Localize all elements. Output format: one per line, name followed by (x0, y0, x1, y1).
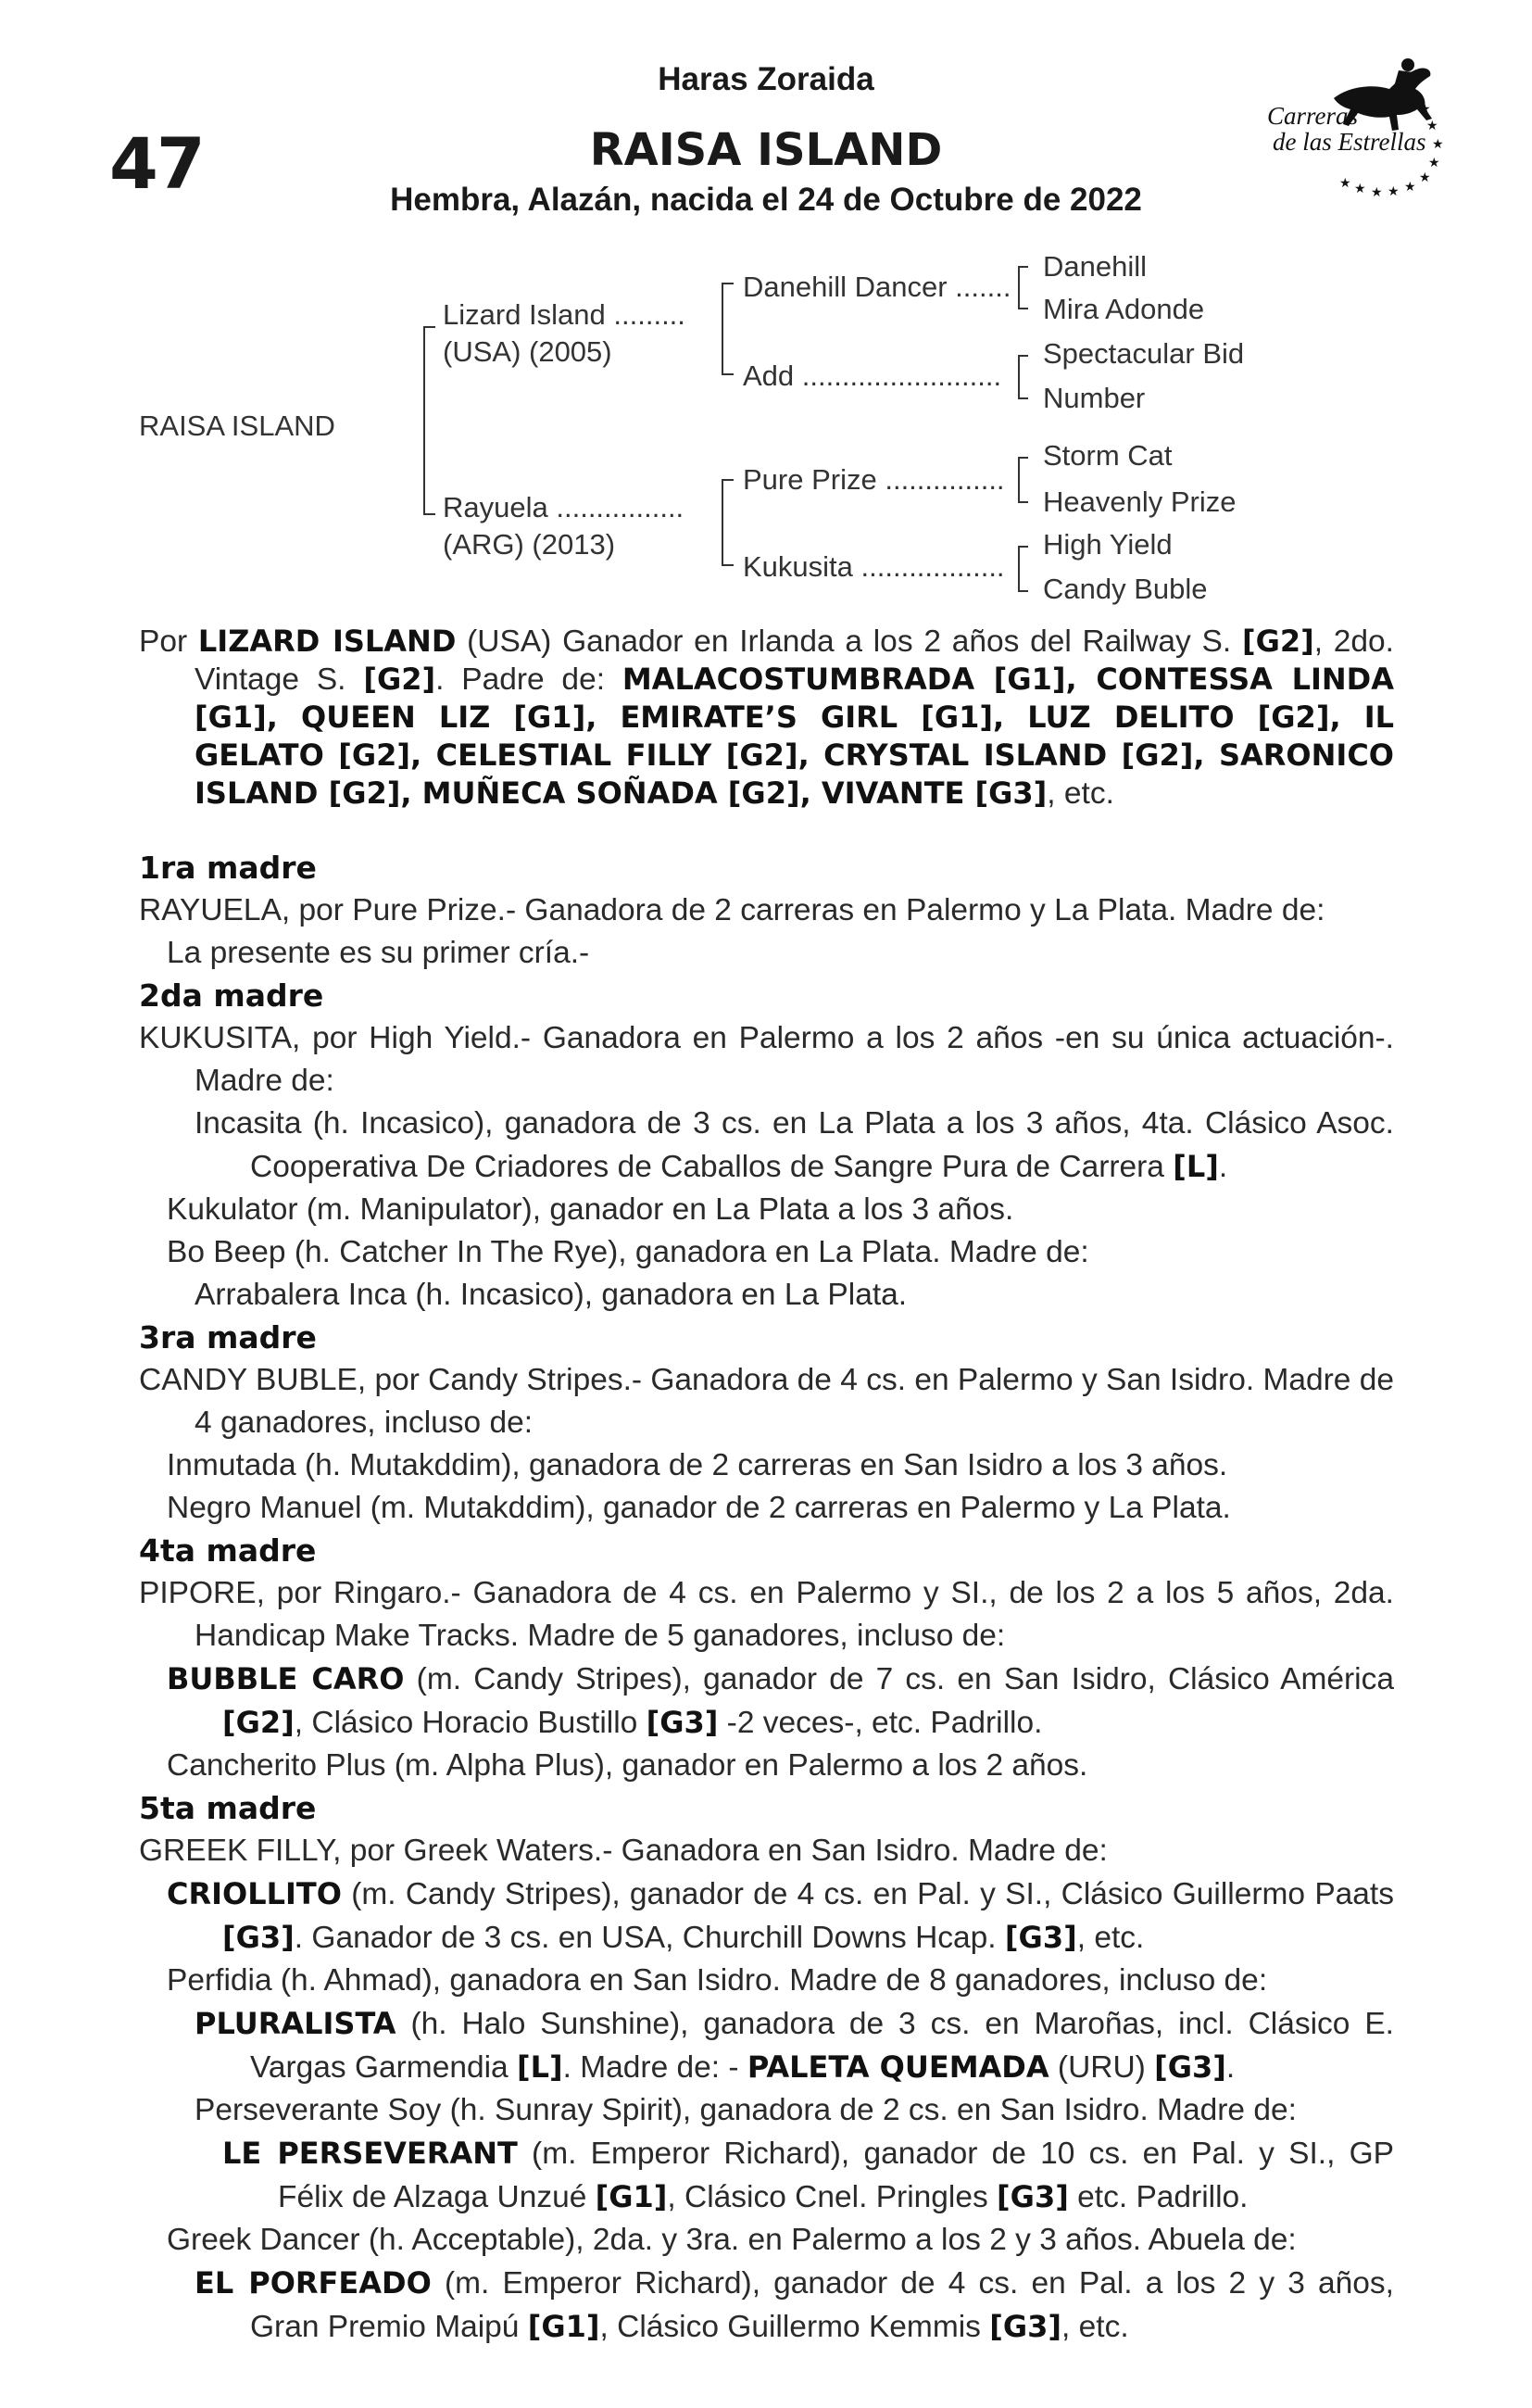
logo-line2: de las Estrellas (1273, 128, 1426, 156)
dam-produce (139, 2002, 1394, 2089)
sire-text: , 2do. Vintage S. (195, 624, 1394, 697)
produce-text: (m. Emperor Richard), ganador de 4 cs. en Pal. a los 2 y 3 años, Gran Premio Maipú (250, 2266, 1394, 2344)
dam-produce: Bo Beep (h. Catcher In The Rye), ganadora en La Plata. Madre de: (167, 1235, 1089, 1269)
produce-text: , etc. (1076, 1921, 1145, 1955)
dam-line: CANDY BUBLE, por Candy Stripes.- Ganadora de 4 cs. en Palermo y San Isidro. Madre de 4 ganadores, incluso de: (139, 1363, 1394, 1440)
pedigree-dam-dam: Kukusita .................. (743, 550, 1005, 583)
svg-text:★: ★ (1419, 102, 1431, 117)
grade-badge: [G1] (527, 2309, 600, 2344)
stakes-horse-name: EL PORFEADO (195, 2265, 432, 2301)
pedigree-subject: RAISA ISLAND (139, 410, 335, 442)
dam-produce: La presente es su primer cría.- (167, 936, 590, 970)
stakes-horse-name: PLURALISTA (195, 2006, 396, 2041)
dam-heading: 1ra madre (139, 850, 317, 886)
pedigree-sire-sire: Danehill Dancer ....... (743, 271, 1011, 303)
grade-badge: [G3] (222, 1920, 295, 1955)
sire-paragraph (139, 623, 1394, 813)
svg-text:★: ★ (1354, 182, 1366, 196)
pedigree-ggp: Heavenly Prize (1043, 485, 1237, 518)
dam-produce (139, 1872, 1394, 1960)
pedigree-sire-name: Lizard Island (443, 298, 606, 331)
pedigree-ggp: Mira Adonde (1043, 293, 1205, 325)
dam-line: GREEK FILLY, por Greek Waters.- Ganadora en San Isidro. Madre de: (139, 1834, 1108, 1868)
grade-badge: [G1] (595, 2179, 668, 2214)
dam-produce: Kukulator (m. Manipulator), ganador en La Plata a los 3 años. (167, 1192, 1014, 1227)
pedigree-dam-name: Rayuela (443, 491, 548, 523)
grade-badge: [L] (1173, 1149, 1219, 1184)
horse-description: Hembra, Alazán, nacida el 24 de Octubre de 2022 (390, 182, 1142, 218)
dam-produce (139, 1658, 1394, 1745)
produce-text: . (1225, 2050, 1236, 2085)
dam-produce (139, 2262, 1394, 2349)
produce-text: . (1218, 1150, 1228, 1184)
produce-text: (h. Halo Sunshine), ganadora de 3 cs. en Maroñas, incl. Clásico E. Vargas Garmendia (250, 2007, 1394, 2085)
produce-text: (m. Emperor Richard), ganador de 10 cs. en Pal. y SI., GP Félix de Alzaga Unzué (278, 2137, 1395, 2214)
family-section (139, 847, 1394, 2349)
grade-badge: [G3] (646, 1705, 719, 1740)
produce-text: , etc. (1061, 2310, 1129, 2344)
svg-text:★: ★ (1428, 156, 1440, 170)
lot-number: 47 (109, 122, 204, 205)
sire-text: (USA) Ganador en Irlanda a los 2 años del Railway S. (456, 624, 1242, 659)
svg-text:★: ★ (1404, 180, 1416, 195)
svg-text:★: ★ (1371, 185, 1383, 200)
pedigree-chart (0, 0, 1532, 611)
produce-text: . Madre de: - (562, 2050, 747, 2085)
pedigree-ggp: Spectacular Bid (1043, 337, 1245, 370)
produce-text: . Ganador de 3 cs. en USA, Churchill Downs Hcap. (294, 1921, 1005, 1955)
pedigree-lines (0, 0, 1532, 611)
pedigree-sire-dam: Add ......................... (743, 359, 1002, 392)
produce-text: (m. Candy Stripes), ganador de 4 cs. en Pal. y SI., Clásico Guillermo Paats (341, 1877, 1394, 1911)
pedigree-dam-sire: Pure Prize ............... (743, 463, 1005, 496)
dam-produce: Inmutada (h. Mutakddim), ganadora de 2 carreras en San Isidro a los 3 años. (167, 1448, 1228, 1482)
pedigree-ggp: High Yield (1043, 528, 1173, 561)
pedigree-dam-origin: (ARG) (2013) (443, 528, 616, 561)
pedigree-dam: Rayuela ................ (443, 491, 684, 523)
dam-produce: Cancherito Plus (m. Alpha Plus), ganador en Palermo a los 2 años. (167, 1748, 1088, 1783)
stakes-horse-name: BUBBLE CARO (167, 1661, 405, 1696)
dam-produce: Greek Dancer (h. Acceptable), 2da. y 3ra. en Palermo a los 2 y 3 años. Abuela de: (167, 2223, 1297, 2257)
dam-heading: 5ta madre (139, 1790, 317, 1826)
dam-heading: 2da madre (139, 977, 324, 1014)
produce-text: , Clásico Guillermo Kemmis (599, 2310, 990, 2344)
breeder-name: Haras Zoraida (658, 61, 874, 97)
sire-name: LIZARD ISLAND (197, 624, 457, 659)
produce-text: (m. Candy Stripes), ganador de 7 cs. en San Isidro, Clásico América (404, 1662, 1394, 1696)
grade-badge: [L] (517, 2049, 563, 2085)
sire-text: , etc. (1047, 776, 1114, 811)
pedigree-dam-sire-name: Pure Prize (743, 463, 877, 496)
svg-text:★: ★ (1426, 119, 1438, 133)
dam-produce: Perfidia (h. Ahmad), ganadora en San Isidro. Madre de 8 ganadores, incluso de: (167, 1963, 1268, 1998)
produce-text: , Clásico Horacio Bustillo (294, 1706, 647, 1740)
sire-text: Por (139, 624, 198, 659)
grade-badge: [G3] (997, 2179, 1069, 2214)
sire-text: . Padre de: (435, 662, 622, 697)
pedigree-ggp: Danehill (1043, 250, 1148, 283)
grade-badge: [G2] (222, 1705, 295, 1740)
svg-text:★: ★ (1339, 176, 1351, 191)
pedigree-sire-sire-name: Danehill Dancer (743, 271, 948, 303)
grade-badge: [G3] (1004, 1920, 1077, 1955)
svg-text:★: ★ (1419, 170, 1431, 185)
pedigree-dam-dam-name: Kukusita (743, 550, 853, 583)
svg-text:★: ★ (1432, 137, 1444, 152)
pedigree-sire: Lizard Island ......... (443, 298, 685, 331)
dam-line: PIPORE, por Ringaro.- Ganadora de 4 cs. en Palermo y SI., de los 2 a los 5 años, 2da. Handicap Make Tracks. Madre de 5 ganadores, incluso de: (139, 1576, 1394, 1653)
svg-text:★: ★ (1388, 184, 1400, 199)
produce-text: , Clásico Cnel. Pringles (667, 2180, 998, 2214)
pedigree-ggp: Candy Buble (1043, 573, 1208, 605)
grade-badge: [G3] (1154, 2049, 1226, 2085)
dam-line: KUKUSITA, por High Yield.- Ganadora en Palermo a los 2 años -en su única actuación-. Madre de: (139, 1021, 1394, 1098)
dam-line: RAYUELA, por Pure Prize.- Ganadora de 2 carreras en Palermo y La Plata. Madre de: (139, 893, 1325, 927)
dam-heading: 4ta madre (139, 1532, 317, 1569)
stakes-horse-name: PALETA QUEMADA (747, 2049, 1049, 2085)
stakes-horse-name: CRIOLLITO (167, 1876, 342, 1911)
grade-badge: [G2] (1241, 624, 1314, 659)
dam-produce: Negro Manuel (m. Mutakddim), ganador de 2 carreras en Palermo y La Plata. (167, 1491, 1231, 1525)
produce-text: Incasita (h. Incasico), ganadora de 3 cs. en La Plata a los 3 años, 4ta. Clásico Asoc. Cooperativa De Criadores de Caballos de Sangre Pura de Carrera (195, 1106, 1394, 1184)
pedigree-sire-dam-name: Add (743, 359, 795, 392)
grade-badge: [G2] (363, 662, 436, 697)
sire-progeny: MALACOSTUMBRADA [G1], CONTESSA LINDA [G1], QUEEN LIZ [G1], EMIRATE’S GIRL [G1], LUZ DELITO [G2], IL GELATO [G2], CELESTIAL FILLY [G2], CRYSTAL ISLAND [G2], SARONICO ISLAND [G2], MUÑECA SOÑADA [G2], VIVANTE [G3] (195, 662, 1394, 811)
dam-produce: Perseverante Soy (h. Sunray Spirit), ganadora de 2 cs. en San Isidro. Madre de: (195, 2093, 1297, 2127)
produce-text: -2 veces-, etc. Padrillo. (718, 1706, 1043, 1740)
produce-text: etc. Padrillo. (1068, 2180, 1249, 2214)
produce-text: (URU) (1049, 2050, 1155, 2085)
dam-produce: Arrabalera Inca (h. Incasico), ganadora en La Plata. (195, 1278, 908, 1312)
dam-produce (139, 1103, 1394, 1189)
pedigree-sire-origin: (USA) (2005) (443, 335, 612, 368)
pedigree-ggp: Number (1043, 382, 1146, 414)
horse-name: RAISA ISLAND (589, 124, 943, 176)
pedigree-ggp: Storm Cat (1043, 439, 1173, 472)
dam-produce (139, 2132, 1394, 2219)
stakes-horse-name: LE PERSEVERANT (222, 2136, 518, 2171)
grade-badge: [G3] (989, 2309, 1062, 2344)
dam-heading: 3ra madre (139, 1319, 317, 1355)
logo-line1: Carreras (1267, 102, 1359, 130)
